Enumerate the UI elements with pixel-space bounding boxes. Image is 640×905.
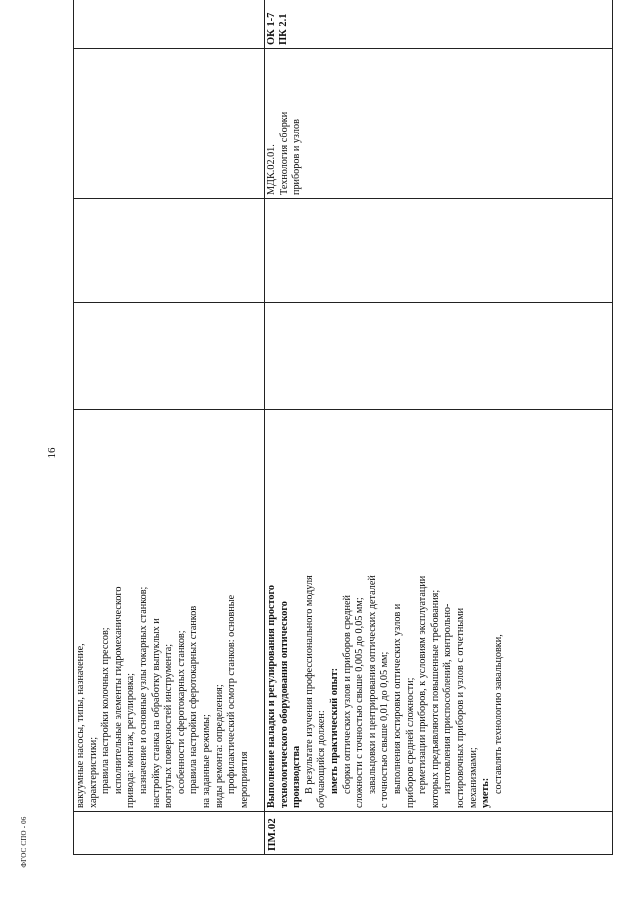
- text-line: настройку станка на обработку выпуклых и: [150, 618, 162, 808]
- module-description-cell: [265, 410, 613, 812]
- page-number: 16: [46, 447, 58, 459]
- text-line: правила настройки колочных прессов;: [100, 627, 112, 794]
- text-line: герметизации приборов, к условиям эксплуатации: [417, 575, 429, 794]
- footer-label: ФГОС СПО - 06: [20, 816, 28, 868]
- module-code-cell: [265, 812, 613, 855]
- text-line: юстировочных приборов и узлов с отчетными: [454, 607, 466, 808]
- text-line: профилактический осмотр станков: основные: [226, 594, 238, 794]
- text-line: с точностью свыше 0,01 до 0,05 мм;: [379, 651, 391, 808]
- code-cell: [74, 812, 265, 855]
- competency-codes: [266, 0, 290, 45]
- module-text: [304, 413, 506, 808]
- text-line: приборов средней сложности;: [404, 677, 416, 808]
- text-line: сложности с точностью свыше 0,005 до 0,05 мм;: [354, 597, 366, 808]
- text-line: изготовления приспособлений, контрольно-: [442, 603, 454, 794]
- text-line: исполнительные элементы гидромеханического: [112, 586, 124, 794]
- empty-cell: [74, 199, 265, 303]
- text-line: мероприятия: [238, 751, 250, 808]
- curriculum-table-rotated: [73, 12, 610, 855]
- text-line: обучающийся должен:: [316, 710, 328, 808]
- text-line: вогнутых поверхностей инструмента;: [163, 643, 175, 808]
- text-line: характеристики;: [87, 736, 99, 808]
- title-line: Выполнение наладки и регулирования простого: [266, 585, 277, 808]
- empty-cell: [265, 303, 613, 410]
- text-line: механизмами;: [467, 747, 479, 808]
- text-line: иметь практический опыт:: [328, 667, 340, 794]
- text-line: В результате изучения профессионального модуля: [303, 575, 315, 794]
- empty-cell: [74, 49, 265, 199]
- text-line: особенности сферотокарных станков;: [175, 630, 187, 794]
- title-line: технологического оборудования оптического: [278, 601, 290, 808]
- mdk-line: приборов и узлов: [291, 119, 303, 195]
- continuation-text: [75, 413, 251, 808]
- text-line: назначение и основные узлы токарных станков;: [137, 586, 149, 794]
- text-line: на заданные режимы;: [200, 714, 212, 808]
- competency-line: ОК 1-7: [266, 12, 277, 45]
- text-line: вакуумные насосы, типы, назначение,: [75, 643, 86, 808]
- mdk-line: Технология сборки: [278, 111, 290, 195]
- mdk-text: [266, 52, 304, 195]
- knowledge-cell: [74, 410, 265, 812]
- table-row: [74, 0, 265, 855]
- text-line: привода: монтаж, регулировка;: [125, 673, 137, 808]
- text-line: завальцовки и центрирования оптических деталей: [366, 575, 378, 794]
- mdk-cell: [265, 49, 613, 199]
- table-row: [265, 0, 613, 855]
- text-line: которых предъявляются повышенные требования;: [429, 589, 441, 808]
- mdk-line: МДК.02.01.: [266, 144, 277, 195]
- curriculum-table: [73, 0, 613, 855]
- competency-line: ПК 2.1: [278, 13, 289, 45]
- competency-cell: [265, 0, 613, 49]
- text-line: уметь:: [480, 777, 492, 808]
- text-line: сборки оптических узлов и приборов средней: [341, 595, 353, 794]
- title-line: производства: [291, 745, 303, 808]
- empty-cell: [265, 199, 613, 303]
- text-line: составлять технологию завальцовки,: [492, 634, 504, 794]
- pm-code: ПМ.02: [266, 818, 278, 851]
- text-line: выполнения юстировки оптических узлов и: [391, 603, 403, 794]
- text-line: правила настройки сферотокарных станков: [188, 605, 200, 794]
- empty-cell: [74, 0, 265, 49]
- module-title: [266, 413, 304, 808]
- empty-cell: [74, 303, 265, 410]
- text-line: виды ремонта: определения;: [213, 684, 225, 808]
